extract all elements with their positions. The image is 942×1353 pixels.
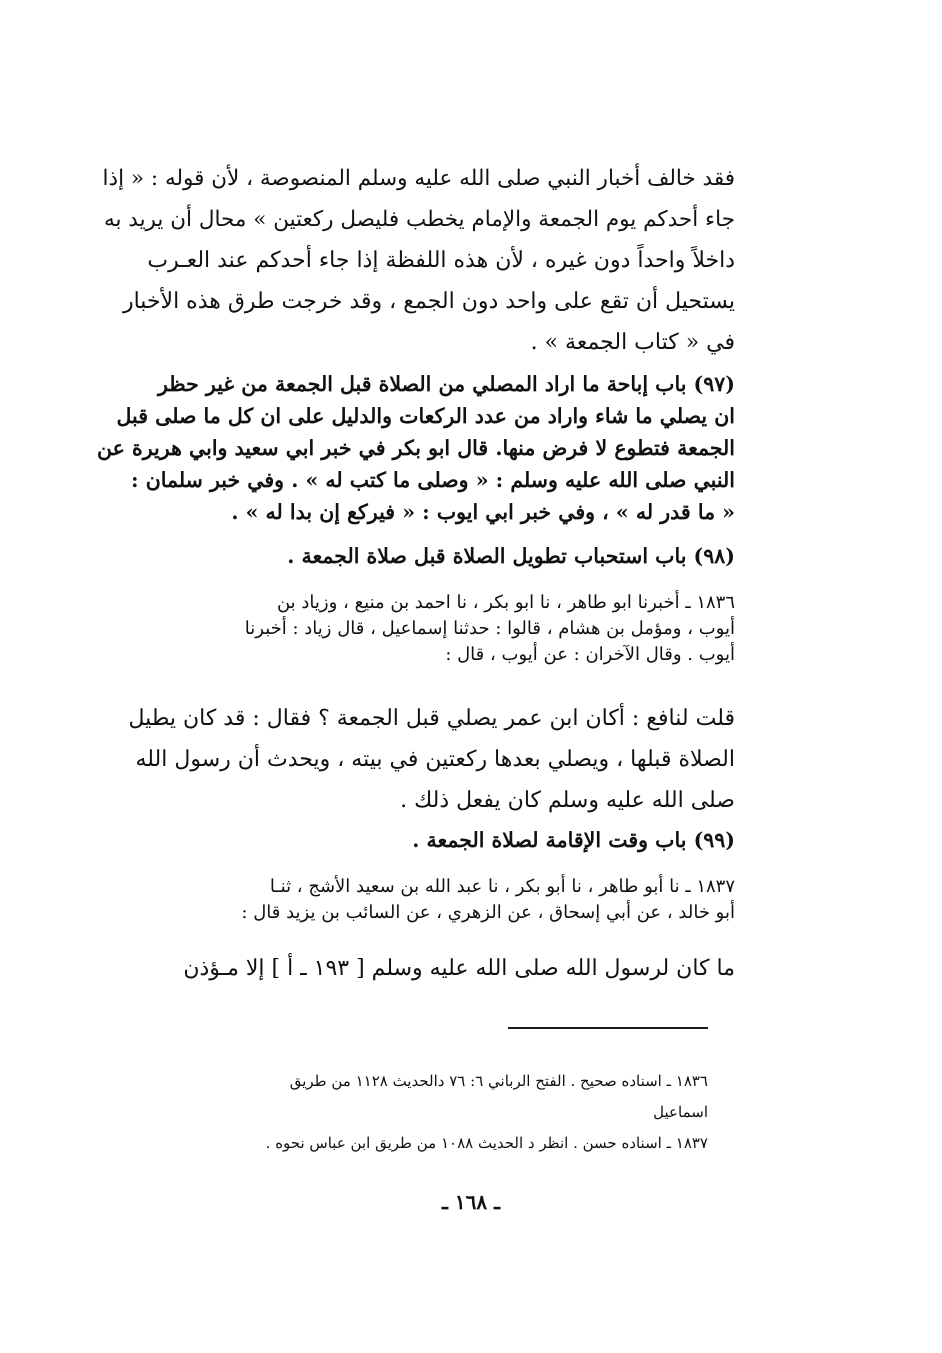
heading-line: ان يصلي ما شاء واراد من عدد الركعات والدليل على ان كل ما صلى قبل (116, 404, 735, 428)
isnad-1837 (92, 874, 735, 926)
isnad-line: أيوب . وقال الآخران : عن أيوب ، قال : (445, 644, 735, 665)
footnote-divider (508, 1027, 708, 1029)
paragraph-1 (92, 158, 735, 363)
footnote-line: ١٨٣٧ ـ اسناده حسن . انظر د الحديث ١٠٨٨ من طريق ابن عباس نحوه . (265, 1134, 708, 1152)
chapter-heading-97 (92, 368, 735, 528)
chapter-heading-99 (92, 824, 735, 856)
heading-line: « ما قدر له » ، وفي خبر ابي ايوب : « فيركع إن بدا له » . (231, 500, 735, 524)
heading-line: الجمعة فتطوع لا فرض منها. قال ابو بكر في خبر ابي سعيد وابي هريرة عن (97, 436, 735, 460)
heading-line: (٩٩) باب وقت الإقامة لصلاة الجمعة . (412, 828, 735, 852)
isnad-line: ١٨٣٦ ـ أخبرنا ابو طاهر ، نا ابو بكر ، نا احمد بن منيع ، وزياد بن (276, 592, 735, 613)
isnad-line: ١٨٣٧ ـ نا أبو طاهر ، نا أبو بكر ، نا عبد الله بن سعيد الأشج ، ثنـا (269, 876, 735, 897)
text-line: داخلاً واحداً دون غيره ، لأن هذه اللفظة إذا جاء أحدكم عند العـرب (147, 248, 735, 273)
paragraph-3 (92, 948, 735, 989)
text-line: جاء أحدكم يوم الجمعة والإمام يخطب فليصل ركعتين » محال أن يريد به (103, 207, 735, 232)
isnad-line: أبو خالد ، عن أبي إسحاق ، عن الزهري ، عن السائب بن يزيد قال : (241, 902, 735, 923)
text-line: يستحيل أن تقع على واحد دون الجمع ، وقد خرجت طرق هذه الأخبار (122, 289, 735, 314)
chapter-heading-98 (92, 540, 735, 572)
isnad-line: أيوب ، ومؤمل بن هشام ، قالوا : حدثنا إسماعيل ، قال زياد : أخبرنا (244, 618, 735, 639)
footnote-line: اسماعيل (653, 1103, 708, 1121)
isnad-1836 (92, 590, 735, 668)
heading-line: النبي صلى الله عليه وسلم : « وصلى ما كتب له » . وفي خبر سلمان : (131, 468, 735, 492)
text-line: ما كان لرسول الله صلى الله عليه وسلم [ ١٩٣ ـ أ ] إلا مـؤذن (183, 956, 735, 981)
heading-line: (٩٨) باب استحباب تطويل الصلاة قبل صلاة الجمعة . (287, 544, 735, 568)
text-line: فقد خالف أخبار النبي صلى الله عليه وسلم المنصوصة ، لأن قوله : « إذا (102, 166, 735, 191)
page-number: ـ ١٦٨ ـ (442, 1190, 500, 1214)
paragraph-2 (92, 698, 735, 821)
text-line: الصلاة قبلها ، ويصلي بعدها ركعتين في بيته ، ويحدث أن رسول الله (135, 747, 735, 772)
text-line: صلى الله عليه وسلم كان يفعل ذلك . (400, 788, 735, 813)
footnote-line: ١٨٣٦ ـ اسناده صحيح . الفتح الرباني ٦: ٧٦ دالحديث ١١٢٨ من طريق (289, 1072, 708, 1090)
heading-line: (٩٧) باب إباحة ما اراد المصلي من الصلاة قبل الجمعة من غير حظر (157, 372, 735, 396)
text-line: قلت لنافع : أكان ابن عمر يصلي قبل الجمعة ؟ فقال : قد كان يطيل (128, 706, 735, 731)
text-line: في « كتاب الجمعة » . (530, 330, 735, 355)
footnotes (92, 1066, 708, 1159)
